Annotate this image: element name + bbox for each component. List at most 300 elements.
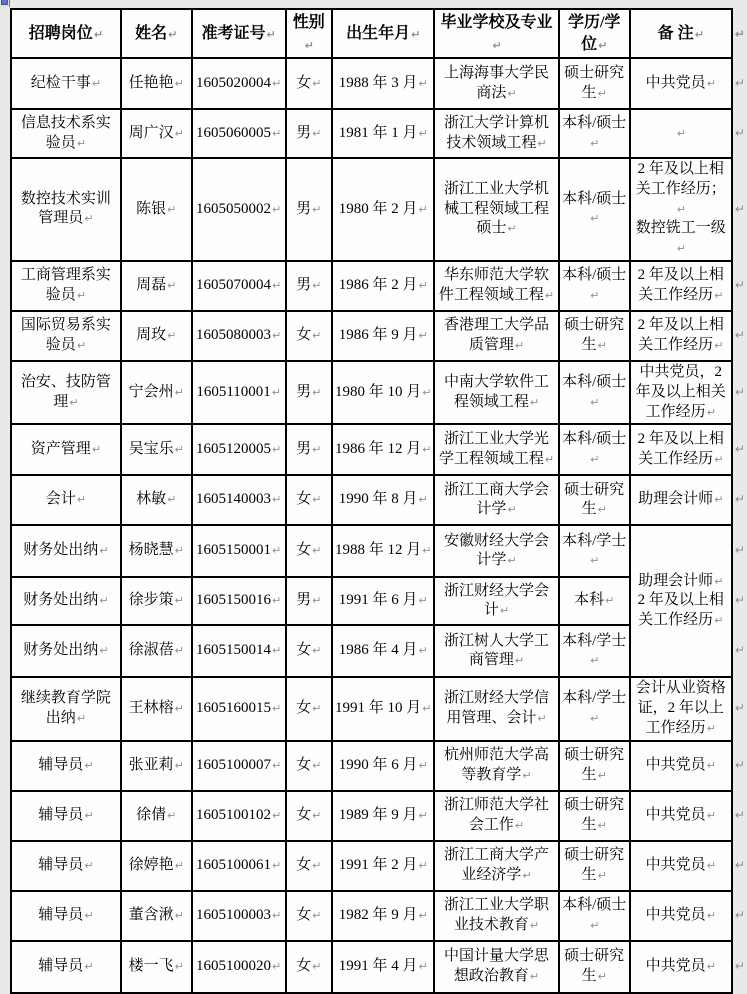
degree-cell: [559, 941, 630, 993]
birth-cell: [332, 361, 434, 424]
table-row: [11, 158, 746, 261]
cell-text: 女: [296, 957, 312, 974]
degree-cell: [559, 424, 630, 475]
cell-text: 上海海事大学民商法: [444, 64, 550, 101]
cell-text: 男: [296, 277, 312, 294]
school-cell: [434, 424, 558, 475]
remark-cell: [630, 109, 732, 158]
birth-cell: [332, 525, 434, 577]
paragraph-mark-icon: ↵: [272, 644, 282, 658]
cell-text: 女: [296, 542, 312, 559]
cell-text: 1605070004: [196, 277, 272, 294]
paragraph-mark-icon: ↵: [422, 544, 432, 558]
paragraph-mark-icon: ↵: [714, 493, 724, 507]
row-end-mark-icon: ↵: [734, 807, 745, 822]
cell-text: 本科/硕士: [562, 896, 627, 913]
cell-text: 1605060005: [196, 124, 272, 141]
paragraph-mark-icon: ↵: [312, 644, 322, 658]
cell-text: 华东师范大学软件工程领域工程: [438, 267, 550, 303]
cell-text: 1988 年 12 月: [334, 542, 422, 559]
cell-text: 信息技术系实验员: [20, 114, 111, 151]
row-end-marker: [732, 475, 746, 525]
gender-cell: [286, 361, 332, 424]
paragraph-mark-icon: ↵: [418, 594, 428, 608]
gender-cell: [286, 891, 332, 941]
paragraph-mark-icon: ↵: [76, 136, 87, 150]
degree-cell: [559, 625, 630, 677]
paragraph-mark-icon: ↵: [167, 493, 177, 507]
paragraph-mark-icon: ↵: [418, 808, 428, 822]
remark-cell: [630, 58, 732, 109]
cell-text: 浙江工业大学职业技术教育: [444, 896, 550, 933]
cell-text: 中南大学软件工程领域工程: [444, 373, 550, 410]
cell-text: 宁会州: [128, 383, 174, 400]
gender-cell: [286, 475, 332, 525]
cell-text: 中共党员: [645, 906, 706, 923]
paragraph-mark-icon: ↵: [272, 702, 282, 716]
paragraph-mark-icon: ↵: [590, 395, 600, 409]
row-end-marker: [732, 625, 746, 677]
column-header-5: [332, 9, 434, 58]
birth-cell: [332, 475, 434, 525]
paragraph-mark-icon: ↵: [272, 808, 282, 822]
cell-text: 1605020004: [196, 74, 272, 91]
row-end-mark-icon: ↵: [734, 125, 745, 140]
paragraph-mark-icon: ↵: [84, 212, 94, 226]
cell-text: 1986 年 4 月: [338, 642, 418, 659]
gender-cell: [286, 941, 332, 993]
paragraph-mark-icon: ↵: [418, 644, 428, 658]
paragraph-mark-icon: ↵: [694, 27, 704, 41]
cell-text: 硕士研究生: [564, 746, 625, 783]
paragraph-mark-icon: ↵: [597, 818, 607, 832]
cell-text: 徐倩: [136, 806, 167, 823]
name-cell: [121, 577, 192, 625]
cell-text: 硕士研究生: [564, 481, 625, 518]
cell-text: 1991 年 2 月: [338, 856, 418, 873]
row-end-marker: [732, 791, 746, 841]
birth-cell: [332, 677, 434, 740]
paragraph-mark-icon: ↵: [507, 86, 517, 100]
cell-text: 香港理工大学品质管理: [444, 317, 550, 353]
position-cell: [11, 841, 121, 891]
cell-text: 女: [296, 327, 312, 344]
paragraph-mark-icon: ↵: [174, 385, 184, 399]
cell-text: 会计: [45, 491, 76, 508]
table-row: [11, 475, 746, 525]
position-cell: [11, 361, 121, 424]
cell-text: 2 年及以上相关工作经历: [637, 317, 724, 353]
paragraph-mark-icon: ↵: [272, 758, 282, 772]
cell-text: 1986 年 12 月: [334, 440, 422, 457]
cell-text: 1605140003: [196, 491, 272, 508]
paragraph-mark-icon: ↵: [714, 574, 724, 588]
paragraph-mark-icon: ↵: [499, 604, 510, 618]
cell-text: 1605100003: [196, 906, 272, 923]
paragraph-mark-icon: ↵: [312, 594, 322, 608]
paragraph-mark-icon: ↵: [714, 338, 724, 352]
remark-cell: [630, 158, 732, 261]
remark-cell: [630, 311, 732, 361]
paragraph-mark-icon: ↵: [418, 202, 428, 216]
degree-cell: [559, 475, 630, 525]
table-row: [11, 109, 746, 158]
row-end-mark-icon: ↵: [734, 384, 745, 399]
cell-text: 2 年及以上相关工作经历: [637, 592, 724, 629]
birth-cell: [332, 109, 434, 158]
degree-cell: [559, 109, 630, 158]
paragraph-mark-icon: ↵: [272, 329, 282, 343]
cell-text: 男: [296, 440, 312, 457]
paragraph-mark-icon: ↵: [272, 858, 282, 872]
paragraph-mark-icon: ↵: [271, 385, 281, 399]
cell-text: 中共党员: [645, 856, 706, 873]
cell-text: 本科/学士: [562, 532, 627, 549]
cell-text: 男: [296, 124, 312, 141]
table-row: [11, 525, 746, 577]
row-end-marker: [732, 741, 746, 791]
exam-no-cell: [192, 424, 286, 475]
paragraph-mark-icon: ↵: [266, 27, 276, 41]
row-end-mark-icon: ↵: [734, 492, 745, 507]
paragraph-mark-icon: ↵: [84, 959, 94, 973]
paragraph-mark-icon: ↵: [590, 654, 600, 668]
school-cell: [434, 577, 558, 625]
name-cell: [121, 261, 192, 311]
degree-cell: [559, 158, 630, 261]
name-cell: [121, 475, 192, 525]
paragraph-mark-icon: ↵: [706, 908, 716, 922]
birth-cell: [332, 577, 434, 625]
paragraph-mark-icon: ↵: [174, 908, 184, 922]
column-header-1: [11, 9, 121, 58]
paragraph-mark-icon: ↵: [590, 288, 600, 302]
paragraph-mark-icon: ↵: [590, 554, 600, 568]
cell-text: 辅导员: [38, 957, 84, 974]
paragraph-mark-icon: ↵: [507, 554, 517, 568]
row-end-marker: [732, 109, 746, 158]
paragraph-mark-icon: ↵: [312, 126, 322, 140]
remark-cell: [630, 525, 732, 677]
school-cell: [434, 475, 558, 525]
paragraph-mark-icon: ↵: [714, 452, 724, 466]
degree-cell: [559, 577, 630, 625]
cell-text: 财务处出纳: [23, 542, 99, 559]
gender-cell: [286, 677, 332, 740]
row-end-mark-icon: ↵: [734, 278, 745, 293]
paragraph-mark-icon: ↵: [76, 712, 87, 726]
position-cell: [11, 261, 121, 311]
position-cell: [11, 475, 121, 525]
name-cell: [121, 741, 192, 791]
cell-text: 准考证号: [201, 24, 266, 42]
school-cell: [434, 841, 558, 891]
cell-text: 辅导员: [38, 756, 84, 773]
cell-text: 出生年月: [346, 24, 411, 42]
cell-text: 辅导员: [38, 806, 84, 823]
cell-text: 中共党员: [645, 806, 706, 823]
cell-text: 数控铣工一级: [635, 220, 726, 237]
birth-cell: [332, 158, 434, 261]
paragraph-mark-icon: ↵: [312, 442, 322, 456]
name-cell: [121, 791, 192, 841]
paragraph-mark-icon: ↵: [411, 27, 421, 41]
paragraph-mark-icon: ↵: [706, 721, 716, 735]
paragraph-mark-icon: ↵: [537, 136, 547, 150]
row-end-marker: [732, 677, 746, 740]
paragraph-mark-icon: ↵: [76, 338, 87, 352]
cell-text: 1605160015: [196, 700, 272, 717]
paragraph-mark-icon: ↵: [312, 808, 322, 822]
paragraph-mark-icon: ↵: [272, 279, 282, 293]
school-cell: [434, 361, 558, 424]
paragraph-mark-icon: ↵: [590, 452, 600, 466]
paragraph-mark-icon: ↵: [706, 758, 716, 772]
degree-cell: [559, 525, 630, 577]
cell-text: 1990 年 8 月: [338, 491, 418, 508]
paragraph-mark-icon: ↵: [418, 76, 428, 90]
cell-text: 1605120005: [196, 440, 272, 457]
cell-text: 毕业学校及专业: [440, 14, 553, 32]
paragraph-mark-icon: ↵: [418, 126, 428, 140]
cell-text: 会计从业资格证，2 年以上工作经历: [635, 680, 726, 736]
cell-text: 招聘岗位: [28, 24, 93, 42]
corner-icon-blue-bit: [1, 0, 8, 5]
paragraph-mark-icon: ↵: [168, 27, 178, 41]
cell-text: 女: [296, 74, 312, 91]
cell-text: 林敏: [136, 491, 167, 508]
paragraph-mark-icon: ↵: [99, 594, 109, 608]
row-end-mark-icon: ↵: [734, 857, 745, 872]
paragraph-mark-icon: ↵: [529, 918, 540, 932]
row-end-marker: [732, 424, 746, 475]
table-body: [11, 58, 746, 993]
school-cell: [434, 261, 558, 311]
paragraph-mark-icon: ↵: [272, 959, 282, 973]
cell-text: 女: [296, 642, 312, 659]
cell-text: 硕士研究生: [564, 317, 625, 353]
cell-text: 浙江财经大学会计: [444, 582, 550, 619]
table-header: [11, 9, 746, 58]
exam-no-cell: [192, 791, 286, 841]
paragraph-mark-icon: ↵: [590, 712, 600, 726]
paragraph-mark-icon: ↵: [514, 338, 525, 352]
row-end-marker: [732, 941, 746, 993]
paragraph-mark-icon: ↵: [676, 242, 686, 256]
paragraph-mark-icon: ↵: [514, 654, 525, 668]
paragraph-mark-icon: ↵: [514, 818, 525, 832]
row-end-mark-icon: ↵: [734, 701, 745, 716]
paragraph-mark-icon: ↵: [422, 442, 432, 456]
remark-cell: [630, 424, 732, 475]
paragraph-mark-icon: ↵: [174, 858, 184, 872]
gender-cell: [286, 424, 332, 475]
degree-cell: [559, 311, 630, 361]
row-end-mark-icon: ↵: [734, 543, 745, 558]
exam-no-cell: [192, 625, 286, 677]
position-cell: [11, 311, 121, 361]
paragraph-mark-icon: ↵: [418, 758, 428, 772]
paragraph-mark-icon: ↵: [529, 395, 540, 409]
cell-text: 男: [296, 200, 312, 217]
cell-text: 助理会计师: [638, 572, 714, 589]
cell-text: 徐步策: [128, 592, 174, 609]
cell-text: 1605100007: [196, 756, 272, 773]
birth-cell: [332, 625, 434, 677]
school-cell: [434, 158, 558, 261]
paragraph-mark-icon: ↵: [167, 329, 177, 343]
exam-no-cell: [192, 741, 286, 791]
row-end-mark-icon: ↵: [734, 757, 745, 772]
paragraph-mark-icon: ↵: [597, 868, 607, 882]
remark-cell: [630, 475, 732, 525]
row-end-mark-icon: ↵: [734, 441, 745, 456]
remark-cell: [630, 741, 732, 791]
cell-text: 1986 年 2 月: [338, 277, 418, 294]
paragraph-mark-icon: ↵: [714, 288, 724, 302]
paragraph-mark-icon: ↵: [272, 76, 282, 90]
row-end-marker: [732, 841, 746, 891]
table-row: [11, 261, 746, 311]
cell-text: 本科/硕士: [562, 373, 627, 390]
cell-text: 硕士研究生: [564, 846, 625, 883]
school-cell: [434, 311, 558, 361]
cell-text: 周广汉: [128, 124, 174, 141]
gender-cell: [286, 625, 332, 677]
cell-text: 国际贸易系实验员: [20, 317, 111, 353]
cell-text: 本科/学士: [562, 690, 627, 707]
cell-text: 1605150016: [196, 592, 272, 609]
row-end-marker: [732, 311, 746, 361]
cell-text: 1982 年 9 月: [338, 906, 418, 923]
exam-no-cell: [192, 158, 286, 261]
row-end-marker: [732, 891, 746, 941]
cell-text: 男: [296, 383, 312, 400]
paragraph-mark-icon: ↵: [272, 908, 282, 922]
cell-text: 周磊: [136, 277, 167, 294]
gender-cell: [286, 841, 332, 891]
position-cell: [11, 941, 121, 993]
row-end-mark-icon: ↵: [734, 958, 745, 973]
degree-cell: [559, 741, 630, 791]
paragraph-mark-icon: ↵: [312, 959, 322, 973]
cell-text: 浙江工业大学机械工程领域工程硕士: [444, 180, 550, 237]
paragraph-mark-icon: ↵: [507, 503, 517, 517]
cell-text: 本科/硕士: [562, 267, 627, 284]
paragraph-mark-icon: ↵: [597, 338, 607, 352]
cell-text: 1986 年 9 月: [338, 327, 418, 344]
cell-text: 性别: [292, 14, 325, 32]
name-cell: [121, 109, 192, 158]
cell-text: 硕士研究生: [564, 64, 625, 101]
paragraph-mark-icon: ↵: [174, 544, 184, 558]
row-end-mark-icon: ↵: [734, 328, 745, 343]
paragraph-mark-icon: ↵: [174, 959, 184, 973]
cell-text: 女: [296, 856, 312, 873]
exam-no-cell: [192, 525, 286, 577]
cell-text: 浙江大学计算机技术领域工程: [444, 114, 550, 151]
school-cell: [434, 109, 558, 158]
gender-cell: [286, 525, 332, 577]
paragraph-mark-icon: ↵: [312, 858, 322, 872]
paragraph-mark-icon: ↵: [590, 918, 600, 932]
paragraph-mark-icon: ↵: [507, 222, 517, 236]
remark-cell: [630, 891, 732, 941]
cell-text: 1605100020: [196, 957, 272, 974]
exam-no-cell: [192, 311, 286, 361]
row-end-mark-icon: ↵: [734, 593, 745, 608]
table-row: [11, 424, 746, 475]
degree-cell: [559, 261, 630, 311]
name-cell: [121, 677, 192, 740]
name-cell: [121, 311, 192, 361]
remark-cell: [630, 261, 732, 311]
paragraph-mark-icon: ↵: [174, 702, 184, 716]
paragraph-mark-icon: ↵: [418, 908, 428, 922]
name-cell: [121, 941, 192, 993]
paragraph-mark-icon: ↵: [174, 758, 184, 772]
row-end-mark-icon: ↵: [734, 201, 745, 216]
cell-text: 任艳艳: [128, 74, 174, 91]
row-end-marker: [732, 525, 746, 577]
cell-text: 中国计量大学思想政治教育: [444, 947, 550, 984]
name-cell: [121, 158, 192, 261]
paragraph-mark-icon: ↵: [93, 27, 104, 41]
paragraph-mark-icon: ↵: [99, 644, 109, 658]
paragraph-mark-icon: ↵: [418, 329, 428, 343]
cell-text: 周玫: [136, 327, 167, 344]
cell-text: 浙江工业大学光学工程领域工程: [438, 431, 550, 467]
row-end-marker: [732, 361, 746, 424]
paragraph-mark-icon: ↵: [272, 126, 282, 140]
school-cell: [434, 741, 558, 791]
paragraph-mark-icon: ↵: [84, 758, 94, 772]
cell-text: 硕士研究生: [564, 947, 625, 984]
cell-text: 本科: [574, 592, 605, 609]
exam-no-cell: [192, 475, 286, 525]
school-cell: [434, 58, 558, 109]
column-header-4: [286, 9, 332, 58]
paragraph-mark-icon: ↵: [167, 808, 177, 822]
name-cell: [121, 525, 192, 577]
school-cell: [434, 677, 558, 740]
paragraph-mark-icon: ↵: [272, 594, 282, 608]
position-cell: [11, 424, 121, 475]
exam-no-cell: [192, 361, 286, 424]
cell-text: 1605100061: [196, 856, 272, 873]
paragraph-mark-icon: ↵: [69, 395, 79, 409]
paragraph-mark-icon: ↵: [676, 202, 686, 216]
school-cell: [434, 891, 558, 941]
cell-text: 财务处出纳: [23, 642, 99, 659]
table-row: [11, 941, 746, 993]
degree-cell: [559, 677, 630, 740]
row-end-mark-icon: ↵: [734, 907, 745, 922]
paragraph-mark-icon: ↵: [167, 202, 177, 216]
birth-cell: [332, 58, 434, 109]
paragraph-mark-icon: ↵: [714, 614, 724, 628]
row-end-marker: [732, 158, 746, 261]
birth-cell: [332, 311, 434, 361]
cell-text: 1605080003: [196, 327, 272, 344]
table-row: [11, 677, 746, 740]
column-header-3: [192, 9, 286, 58]
row-end-marker: [732, 9, 746, 58]
cell-text: 1605150001: [196, 542, 272, 559]
remark-cell: [630, 361, 732, 424]
cell-text: 工商管理系实验员: [20, 267, 111, 303]
table-row: [11, 791, 746, 841]
